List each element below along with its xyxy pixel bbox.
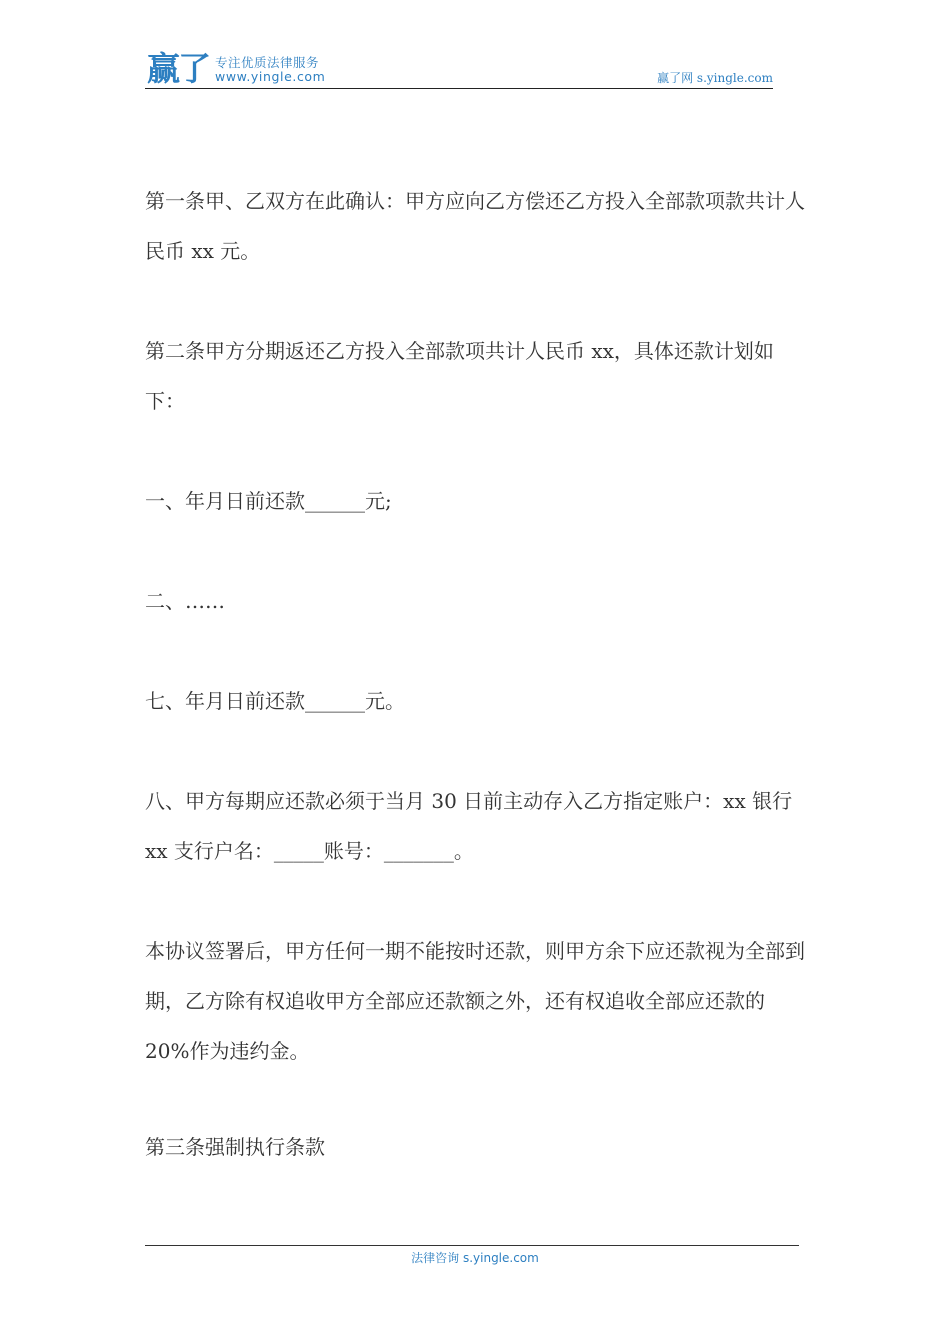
clause-2: 第二条甲方分期返还乙方投入全部款项共计人民币 xx，具体还款计划如下：: [145, 339, 774, 413]
page-header: [145, 50, 773, 89]
logo-slogan: 专注优质法律服务: [215, 55, 320, 70]
logo: 赢了: [147, 49, 209, 88]
clause-3-heading: 第三条强制执行条款: [145, 1135, 325, 1159]
installment-7: 七、年月日前还款______元。: [145, 689, 405, 713]
logo-url[interactable]: www.yingle.com: [215, 69, 326, 84]
clause-1: 第一条甲、乙双方在此确认：甲方应向乙方偿还乙方投入全部款项款共计人民币 xx 元。: [145, 189, 805, 263]
default-clause: 本协议签署后，甲方任何一期不能按时还款，则甲方余下应还款视为全部到期，乙方除有权追收甲方全部应还款额之外，还有权追收全部应还款的 20%作为违约金。: [145, 939, 805, 1063]
installment-1: 一、年月日前还款______元;: [145, 489, 392, 513]
installment-2: 二、……: [145, 589, 225, 613]
installment-8: 八、甲方每期应还款必须于当月 30 日前主动存入乙方指定账户：xx 银行 xx 支行户名：_____账号：_______。: [145, 789, 793, 863]
footer-link[interactable]: 法律咨询 s.yingle.com: [411, 1251, 539, 1265]
footer-divider: [145, 1245, 799, 1246]
header-site-link[interactable]: 赢了网 s.yingle.com: [657, 71, 773, 85]
